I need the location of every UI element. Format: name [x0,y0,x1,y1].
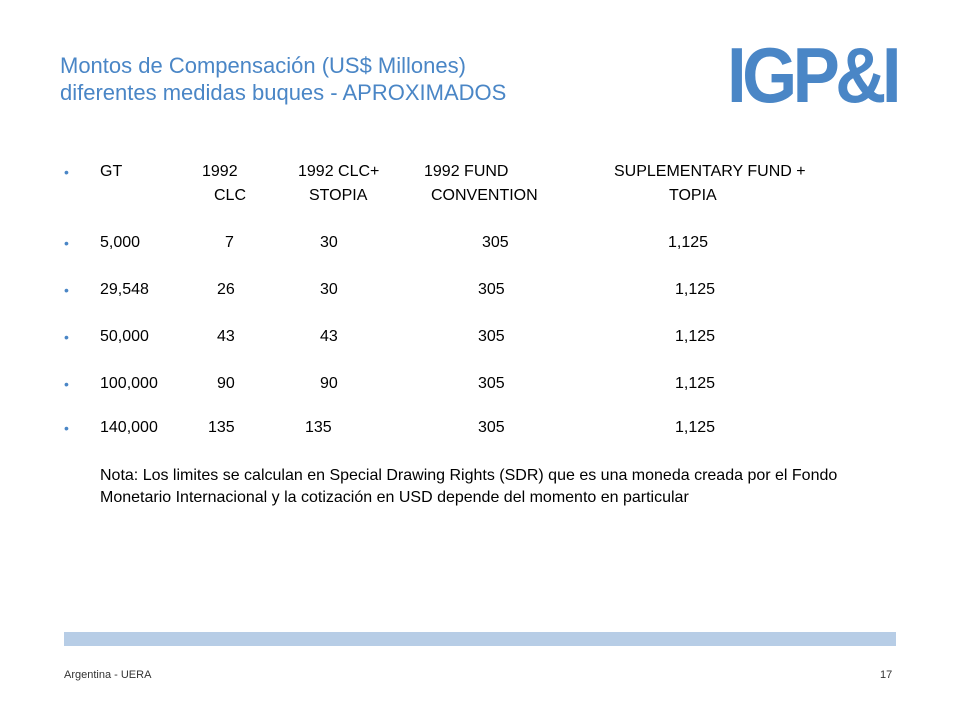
header-clc-line1: 1992 [202,163,238,180]
bullet-icon: • [64,282,69,298]
header-gt: GT [100,163,123,180]
cell-stopia: 30 [320,234,338,251]
header-stopia-line1: 1992 CLC+ [298,163,380,180]
cell-stopia: 43 [320,328,338,345]
page-number: 17 [880,669,893,681]
footer-label: Argentina - UERA [64,669,152,681]
note-text: Nota: Los limites se calculan en Special Drawing Rights (SDR) que es una moneda creada por el Fondo Monetario Internacional y la cotización en USD depende del momento en particular [100,467,838,506]
bullet-icon: • [64,376,69,392]
cell-fund: 305 [478,281,505,298]
cell-stopia: 30 [320,281,338,298]
cell-stopia: 135 [305,419,332,436]
cell-clc: 90 [217,375,235,392]
cell-supplementary: 1,125 [675,375,716,392]
cell-gt: 5,000 [100,234,141,251]
cell-gt: 50,000 [100,328,149,345]
title-line-1: Montos de Compensación (US$ Millones) [60,53,466,78]
cell-supplementary: 1,125 [675,281,716,298]
bullet-icon: • [64,235,69,251]
slide-title [60,52,680,106]
bullet-icon: • [64,329,69,345]
logo-text: IGP&I [727,38,898,108]
cell-clc: 135 [208,419,235,436]
igpi-logo [727,38,899,108]
footer-bar [64,632,896,646]
bullet-icon: • [64,164,69,180]
cell-gt: 29,548 [100,281,149,298]
cell-supplementary: 1,125 [668,234,709,251]
title-line-2: diferentes medidas buques - APROXIMADOS [60,80,507,105]
cell-supplementary: 1,125 [675,328,716,345]
header-fund-line2: CONVENTION [431,187,538,204]
header-clc-line2: CLC [214,187,247,204]
cell-fund: 305 [478,328,505,345]
header-stopia-line2: STOPIA [309,187,368,204]
cell-clc: 7 [225,234,234,251]
cell-gt: 140,000 [100,419,158,436]
cell-clc: 26 [217,281,235,298]
cell-gt: 100,000 [100,375,158,392]
header-fund-line1: 1992 FUND [424,163,509,180]
cell-clc: 43 [217,328,235,345]
cell-stopia: 90 [320,375,338,392]
cell-supplementary: 1,125 [675,419,716,436]
bullet-icon: • [64,420,69,436]
cell-fund: 305 [478,419,505,436]
cell-fund: 305 [478,375,505,392]
cell-fund: 305 [482,234,509,251]
header-supplementary-line2: TOPIA [669,187,717,204]
header-supplementary-line1: SUPLEMENTARY FUND + [614,163,806,180]
